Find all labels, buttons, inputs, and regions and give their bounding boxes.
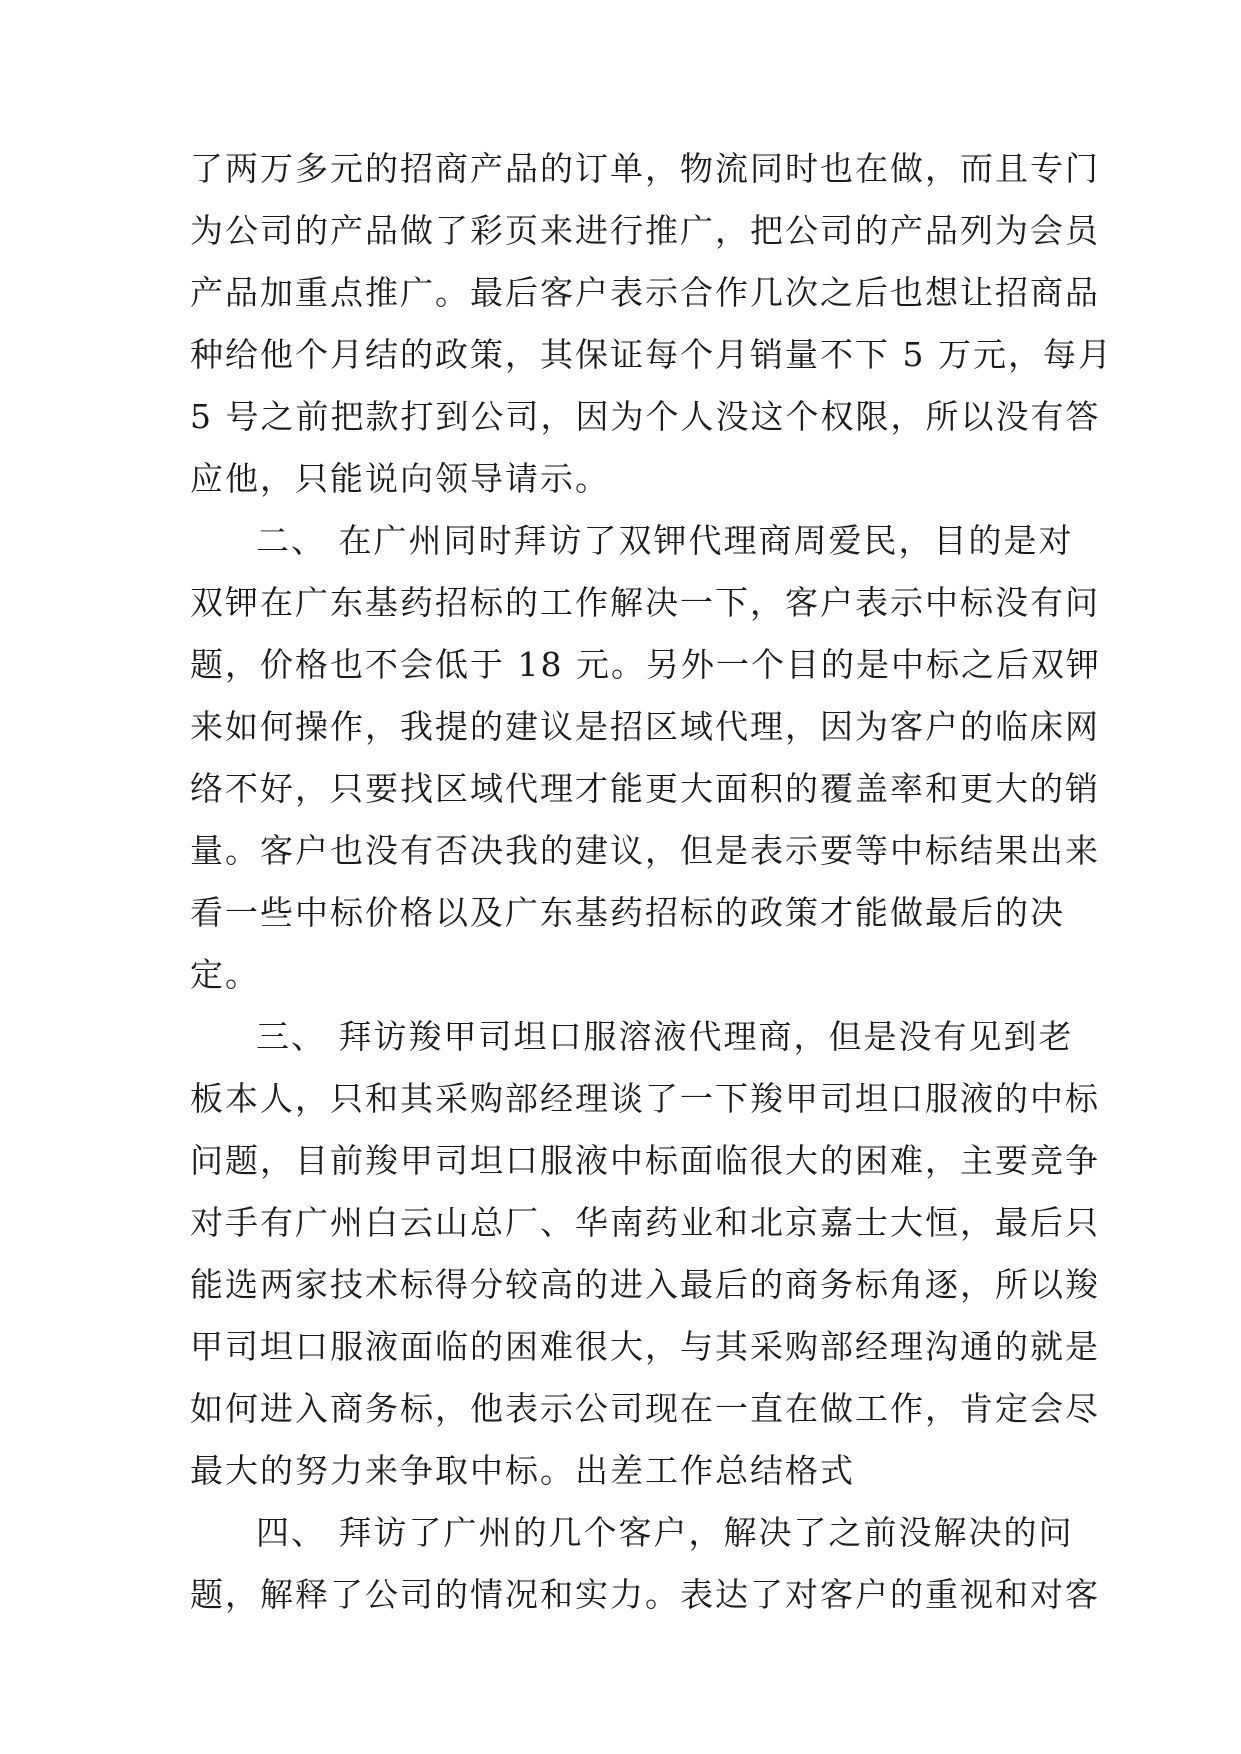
- text-line: 四、 拜访了广州的几个客户，解决了之前没解决的问: [256, 1513, 1074, 1552]
- text-line: 如何进入商务标，他表示公司现在一直在做工作，肯定会尽: [190, 1389, 1100, 1428]
- text-line: 能选两家技术标得分较高的进入最后的商务标角逐，所以羧: [190, 1265, 1100, 1304]
- body-text: [190, 138, 1113, 1626]
- text-line: 来如何操作，我提的建议是招区域代理，因为客户的临床网: [190, 707, 1100, 746]
- text-line: 题，价格也不会低于 18 元。另外一个目的是中标之后双钾: [190, 645, 1101, 684]
- text-line: 对手有广州白云山总厂、华南药业和北京嘉士大恒，最后只: [190, 1203, 1100, 1242]
- text-line: 双钾在广东基药招标的工作解决一下，客户表示中标没有问: [190, 583, 1100, 622]
- text-line: 题，解释了公司的情况和实力。表达了对客户的重视和对客: [190, 1575, 1100, 1614]
- text-line: 量。客户也没有否决我的建议，但是表示要等中标结果出来: [190, 831, 1100, 870]
- text-line: 应他，只能说向领导请示。: [190, 459, 610, 498]
- text-line: 产品加重点推广。最后客户表示合作几次之后也想让招商品: [190, 273, 1100, 312]
- text-line: 定。: [190, 955, 260, 994]
- text-line: 二、 在广州同时拜访了双钾代理商周爱民，目的是对: [256, 521, 1074, 560]
- text-line: 了两万多元的招商产品的订单，物流同时也在做，而且专门: [190, 149, 1100, 188]
- text-line: 种给他个月结的政策，其保证每个月销量不下 5 万元，每月: [190, 335, 1113, 374]
- text-line: 最大的努力来争取中标。出差工作总结格式: [190, 1451, 855, 1490]
- text-line: 板本人，只和其采购部经理谈了一下羧甲司坦口服液的中标: [190, 1079, 1100, 1118]
- text-line: 看一些中标价格以及广东基药招标的政策才能做最后的决: [190, 893, 1065, 932]
- text-line: 三、 拜访羧甲司坦口服溶液代理商，但是没有见到老: [256, 1017, 1074, 1056]
- text-line: 络不好，只要找区域代理才能更大面积的覆盖率和更大的销: [190, 769, 1100, 808]
- text-line: 甲司坦口服液面临的困难很大，与其采购部经理沟通的就是: [190, 1327, 1100, 1366]
- text-line: 5 号之前把款打到公司，因为个人没这个权限，所以没有答: [190, 397, 1101, 436]
- text-line: 问题，目前羧甲司坦口服液中标面临很大的困难，主要竞争: [190, 1141, 1100, 1180]
- text-line: 为公司的产品做了彩页来进行推广，把公司的产品列为会员: [190, 211, 1100, 250]
